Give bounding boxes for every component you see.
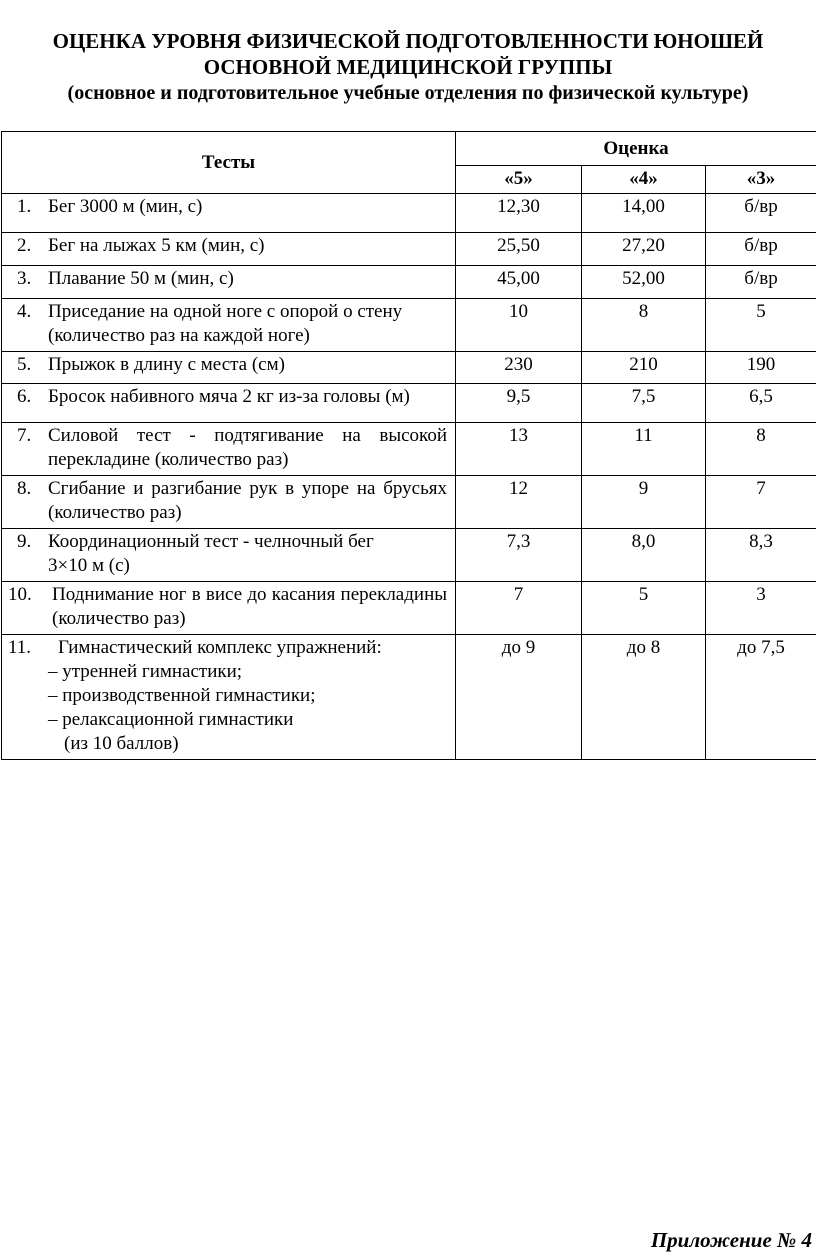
test-name: Гимнастический комплекс упражнений: xyxy=(58,637,382,658)
table-row xyxy=(2,233,816,266)
test-name: Прыжок в длину с места (см) xyxy=(48,354,285,375)
score-4: 7,5 xyxy=(582,384,706,423)
score-3: 190 xyxy=(706,352,816,384)
test-name: Бросок набивного мяча 2 кг из-за головы (м) xyxy=(48,386,410,407)
score-note: (из 10 баллов) xyxy=(64,733,179,754)
list-item: – утренней гимнастики; xyxy=(48,661,243,682)
score-4: 14,00 xyxy=(582,194,706,233)
table-row xyxy=(2,423,816,476)
test-name: Плавание 50 м (мин, с) xyxy=(48,268,234,289)
table-row xyxy=(2,384,816,423)
header-grade-4: «4» xyxy=(582,166,706,194)
test-cell xyxy=(2,266,456,299)
test-name: Поднимание ног в висе до касания перекладины (количество раз) xyxy=(52,584,447,629)
header-score: Оценка xyxy=(456,132,816,166)
score-4: 8,0 xyxy=(582,529,706,582)
test-cell xyxy=(2,635,456,760)
score-5: 7 xyxy=(456,582,582,635)
score-4: 8 xyxy=(582,299,706,352)
header-grade-3: «3» xyxy=(706,166,816,194)
test-name: Силовой тест - подтягивание на высокой перекладине (количество раз) xyxy=(48,425,447,470)
score-4: 9 xyxy=(582,476,706,529)
table-row xyxy=(2,529,816,582)
row-number: 11. xyxy=(8,637,32,658)
list-item: – релаксационной гимнастики xyxy=(48,709,294,730)
table-row xyxy=(2,635,816,760)
score-3: 8,3 xyxy=(706,529,816,582)
test-cell xyxy=(2,384,456,423)
title-line-1: ОЦЕНКА УРОВНЯ ФИЗИЧЕСКОЙ ПОДГОТОВЛЕННОСТИ ЮНОШЕЙ xyxy=(52,29,764,53)
score-4: 52,00 xyxy=(582,266,706,299)
score-5: 12,30 xyxy=(456,194,582,233)
row-number: 6. xyxy=(17,386,32,407)
score-4: 210 xyxy=(582,352,706,384)
score-5: 13 xyxy=(456,423,582,476)
test-name-line-2: 3×10 м (с) xyxy=(48,555,130,576)
score-3: 8 xyxy=(706,423,816,476)
score-5: 45,00 xyxy=(456,266,582,299)
header-tests: Тесты xyxy=(2,132,456,194)
table-row xyxy=(2,194,816,233)
row-number: 8. xyxy=(17,478,32,499)
row-number: 2. xyxy=(17,235,32,256)
score-5: 12 xyxy=(456,476,582,529)
table-row xyxy=(2,582,816,635)
score-5: 230 xyxy=(456,352,582,384)
test-name: Бег 3000 м (мин, с) xyxy=(48,196,203,217)
row-number: 3. xyxy=(17,268,32,289)
test-cell xyxy=(2,476,456,529)
test-cell xyxy=(2,529,456,582)
test-cell xyxy=(2,423,456,476)
test-name: Сгибание и разгибание рук в упоре на брусьях (количество раз) xyxy=(48,478,447,523)
test-cell xyxy=(2,582,456,635)
score-3: б/вр xyxy=(706,194,816,233)
score-5: 9,5 xyxy=(456,384,582,423)
test-name: Приседание на одной ноге с опорой о стену (количество раз на каждой ноге) xyxy=(48,301,403,346)
score-3: 6,5 xyxy=(706,384,816,423)
score-4: до 8 xyxy=(582,635,706,760)
score-5: 25,50 xyxy=(456,233,582,266)
row-number: 7. xyxy=(17,425,32,446)
score-5: 7,3 xyxy=(456,529,582,582)
table-row xyxy=(2,352,816,384)
row-number: 9. xyxy=(17,531,32,552)
assessment-table xyxy=(1,131,816,760)
table-row xyxy=(2,299,816,352)
score-4: 5 xyxy=(582,582,706,635)
title-line-3: (основное и подготовительное учебные отделения по физической культуре) xyxy=(67,82,749,104)
score-4: 27,20 xyxy=(582,233,706,266)
header-grade-5: «5» xyxy=(456,166,582,194)
score-5: 10 xyxy=(456,299,582,352)
score-3: 5 xyxy=(706,299,816,352)
list-item: – производственной гимнастики; xyxy=(48,685,316,706)
score-5: до 9 xyxy=(456,635,582,760)
score-3: 7 xyxy=(706,476,816,529)
table-row xyxy=(2,476,816,529)
row-number: 4. xyxy=(17,301,32,322)
appendix-label: Приложение № 4 xyxy=(650,1228,812,1252)
score-4: 11 xyxy=(582,423,706,476)
exercise-list xyxy=(48,660,447,732)
document-title xyxy=(0,28,816,106)
table-header-row xyxy=(2,132,816,166)
test-cell xyxy=(2,233,456,266)
score-3: 3 xyxy=(706,582,816,635)
test-cell xyxy=(2,299,456,352)
row-number: 10. xyxy=(8,584,32,605)
test-cell xyxy=(2,194,456,233)
title-line-2: ОСНОВНОЙ МЕДИЦИНСКОЙ ГРУППЫ xyxy=(203,55,613,79)
test-name: Бег на лыжах 5 км (мин, с) xyxy=(48,235,265,256)
test-name: Координационный тест - челночный бег xyxy=(48,531,374,552)
score-3: б/вр xyxy=(706,233,816,266)
table-row xyxy=(2,266,816,299)
score-3: до 7,5 xyxy=(706,635,816,760)
test-cell xyxy=(2,352,456,384)
score-3: б/вр xyxy=(706,266,816,299)
row-number: 5. xyxy=(17,354,32,375)
row-number: 1. xyxy=(17,196,32,217)
